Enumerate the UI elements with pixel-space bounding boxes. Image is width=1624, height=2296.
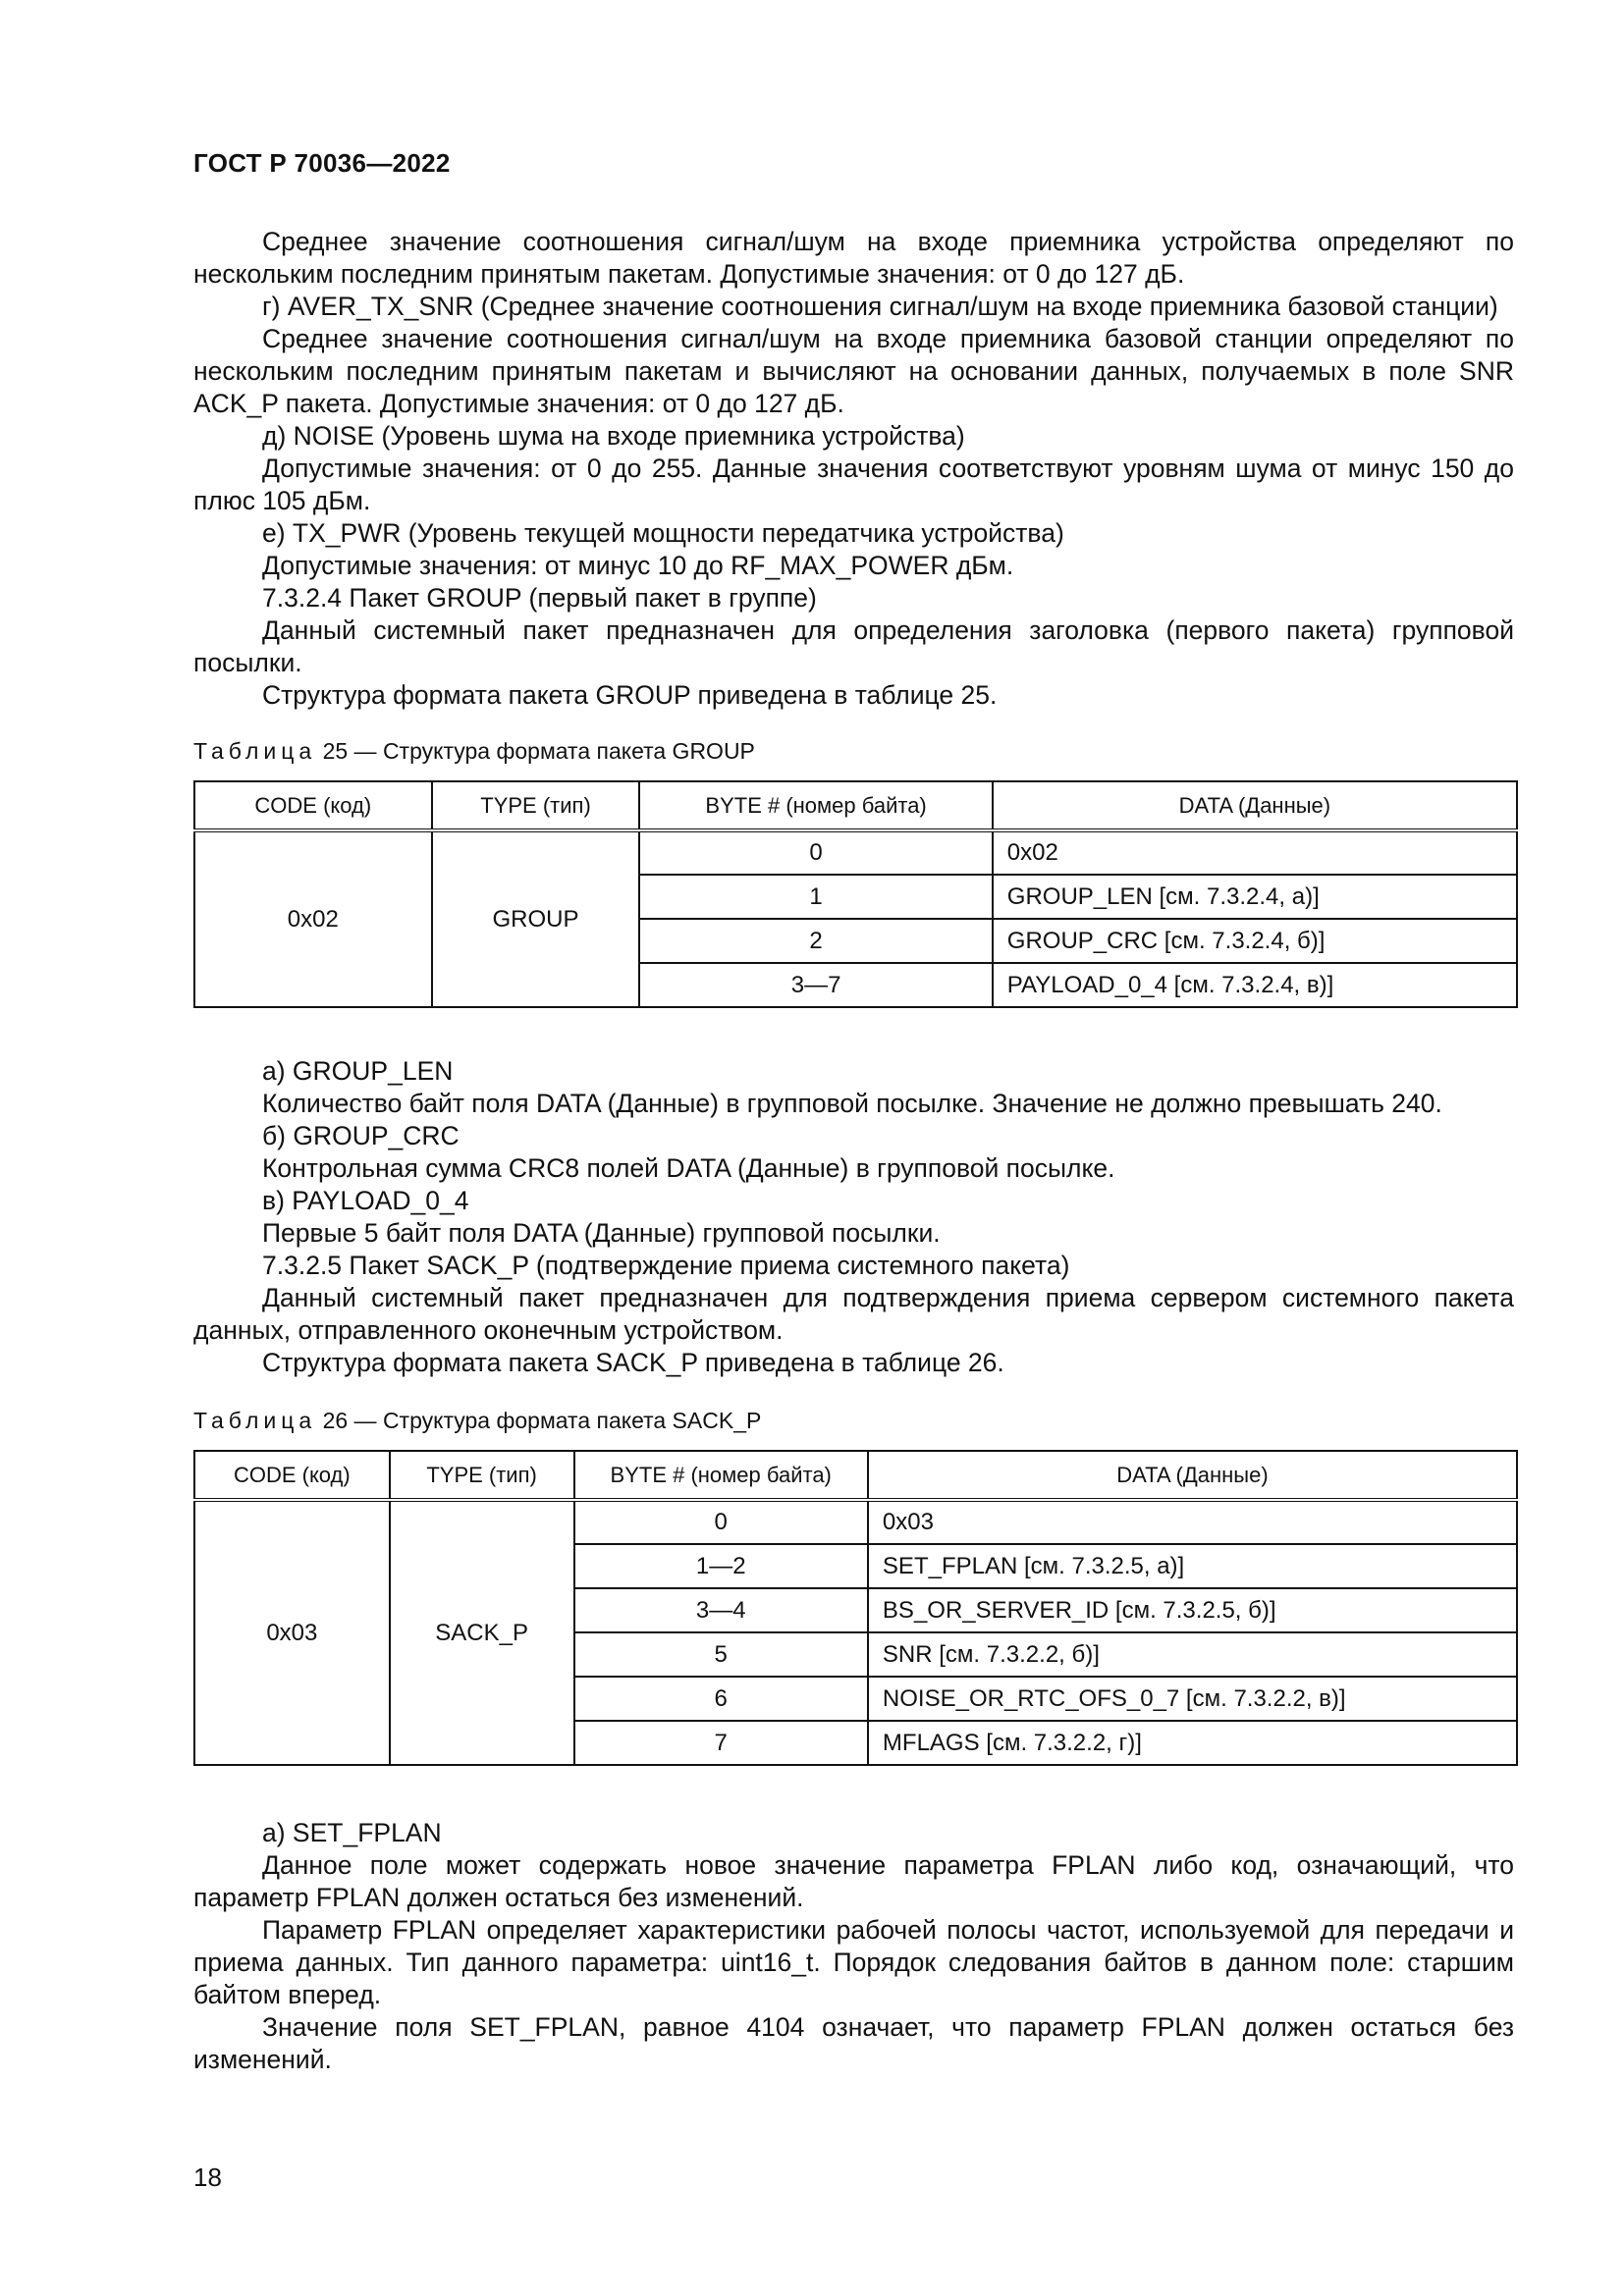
section-heading-7-3-2-4: 7.3.2.4 Пакет GROUP (первый пакет в группе): [262, 583, 817, 613]
caption-text: 26 — Структура формата пакета SACK_P: [322, 1408, 762, 1433]
byte-cell: 2: [639, 919, 992, 963]
header-byte: BYTE # (номер байта): [574, 1451, 868, 1500]
header-code: CODE (код): [194, 1451, 390, 1500]
table-row: [194, 830, 1517, 875]
paragraph: Данный системный пакет предназначен для определения заголовка (первого пакета) групповой посылки.: [193, 615, 1514, 677]
paragraph: Данный системный пакет предназначен для подтверждения приема сервером системного пакета данных, отправленного оконечным устройством.: [193, 1283, 1514, 1345]
data-cell: 0x02: [993, 830, 1517, 875]
paragraph-block-1: [193, 226, 1514, 712]
table-25-caption: [193, 738, 755, 765]
data-cell: GROUP_CRC [см. 7.3.2.4, б)]: [993, 919, 1517, 963]
byte-cell: 5: [574, 1632, 868, 1677]
paragraph: Допустимые значения: от 0 до 255. Данные значения соответствуют уровням шума от минус 150 до плюс 105 дБм.: [193, 454, 1514, 515]
paragraph: Структура формата пакета SACK_P приведена в таблице 26.: [262, 1348, 1004, 1377]
caption-word: Таблица: [193, 738, 317, 764]
page-number: 18: [193, 2163, 222, 2192]
caption-word: Таблица: [193, 1408, 317, 1433]
header-type: TYPE (тип): [390, 1451, 574, 1500]
table-25-group-packet-format: [193, 780, 1518, 1008]
type-cell: SACK_P: [390, 1500, 574, 1765]
paragraph: а) SET_FPLAN: [262, 1818, 442, 1847]
paragraph: Допустимые значения: от минус 10 до RF_MAX_POWER дБм.: [262, 551, 1014, 580]
paragraph: а) GROUP_LEN: [262, 1056, 454, 1086]
byte-cell: 3—4: [574, 1588, 868, 1632]
paragraph-block-2: [193, 1055, 1514, 1379]
data-cell: GROUP_LEN [см. 7.3.2.4, а)]: [993, 875, 1517, 919]
code-cell: 0x03: [194, 1500, 390, 1765]
document-id-header: ГОСТ Р 70036—2022: [193, 148, 451, 178]
paragraph: Первые 5 байт поля DATA (Данные) групповой посылки.: [262, 1218, 941, 1248]
byte-cell: 0: [639, 830, 992, 875]
paragraph: в) PAYLOAD_0_4: [262, 1186, 469, 1215]
header-byte: BYTE # (номер байта): [639, 781, 992, 830]
paragraph: г) AVER_TX_SNR (Среднее значение соотношения сигнал/шум на входе приемника базовой станции): [262, 292, 1498, 321]
header-type: TYPE (тип): [432, 781, 640, 830]
table-26-sack-p-packet-format: [193, 1450, 1518, 1766]
paragraph: е) TX_PWR (Уровень текущей мощности передатчика устройства): [262, 518, 1064, 548]
byte-cell: 1—2: [574, 1544, 868, 1588]
table-row: [194, 1500, 1517, 1544]
paragraph: Параметр FPLAN определяет характеристики рабочей полосы частот, используемой для передачи и приема данных. Тип данного параметра: uint16_t. Порядок следования байтов в данном поле: старшим байтом вперед.: [193, 1915, 1514, 2009]
byte-cell: 3—7: [639, 963, 992, 1007]
paragraph-block-3: [193, 1817, 1514, 2076]
data-cell: SNR [см. 7.3.2.2, б)]: [868, 1632, 1517, 1677]
table-26-caption: [193, 1408, 761, 1434]
header-data: DATA (Данные): [993, 781, 1517, 830]
data-cell: NOISE_OR_RTC_OFS_0_7 [см. 7.3.2.2, в)]: [868, 1677, 1517, 1721]
paragraph: Контрольная сумма CRC8 полей DATA (Данные) в групповой посылке.: [262, 1153, 1115, 1183]
byte-cell: 7: [574, 1721, 868, 1765]
byte-cell: 6: [574, 1677, 868, 1721]
section-heading-7-3-2-5: 7.3.2.5 Пакет SACK_P (подтверждение приема системного пакета): [262, 1251, 1070, 1280]
data-cell: MFLAGS [см. 7.3.2.2, г)]: [868, 1721, 1517, 1765]
header-code: CODE (код): [194, 781, 432, 830]
paragraph: Количество байт поля DATA (Данные) в групповой посылке. Значение не должно превышать 240.: [262, 1089, 1442, 1118]
byte-cell: 1: [639, 875, 992, 919]
paragraph: д) NOISE (Уровень шума на входе приемника устройства): [262, 421, 965, 451]
byte-cell: 0: [574, 1500, 868, 1544]
paragraph: Среднее значение соотношения сигнал/шум на входе приемника базовой станции определяют по нескольким последним принятым пакетам и вычисляют на основании данных, получаемых в поле SNR ACK_P пакета. Допустимые значения: от 0 до 127 дБ.: [193, 324, 1514, 418]
type-cell: GROUP: [432, 830, 640, 1007]
caption-text: 25 — Структура формата пакета GROUP: [322, 738, 755, 764]
table-header-row: [194, 1451, 1517, 1500]
data-cell: 0x03: [868, 1500, 1517, 1544]
header-data: DATA (Данные): [868, 1451, 1517, 1500]
table-header-row: [194, 781, 1517, 830]
paragraph: Данное поле может содержать новое значение параметра FPLAN либо код, означающий, что параметр FPLAN должен остаться без изменений.: [193, 1850, 1514, 1912]
paragraph: Значение поля SET_FPLAN, равное 4104 означает, что параметр FPLAN должен остаться без изменений.: [193, 2012, 1514, 2074]
data-cell: BS_OR_SERVER_ID [см. 7.3.2.5, б)]: [868, 1588, 1517, 1632]
paragraph: Среднее значение соотношения сигнал/шум на входе приемника устройства определяют по нескольким последним принятым пакетам. Допустимые значения: от 0 до 127 дБ.: [193, 227, 1514, 289]
data-cell: SET_FPLAN [см. 7.3.2.5, а)]: [868, 1544, 1517, 1588]
code-cell: 0x02: [194, 830, 432, 1007]
paragraph: Структура формата пакета GROUP приведена в таблице 25.: [262, 680, 998, 710]
paragraph: б) GROUP_CRC: [262, 1121, 460, 1150]
data-cell: PAYLOAD_0_4 [см. 7.3.2.4, в)]: [993, 963, 1517, 1007]
